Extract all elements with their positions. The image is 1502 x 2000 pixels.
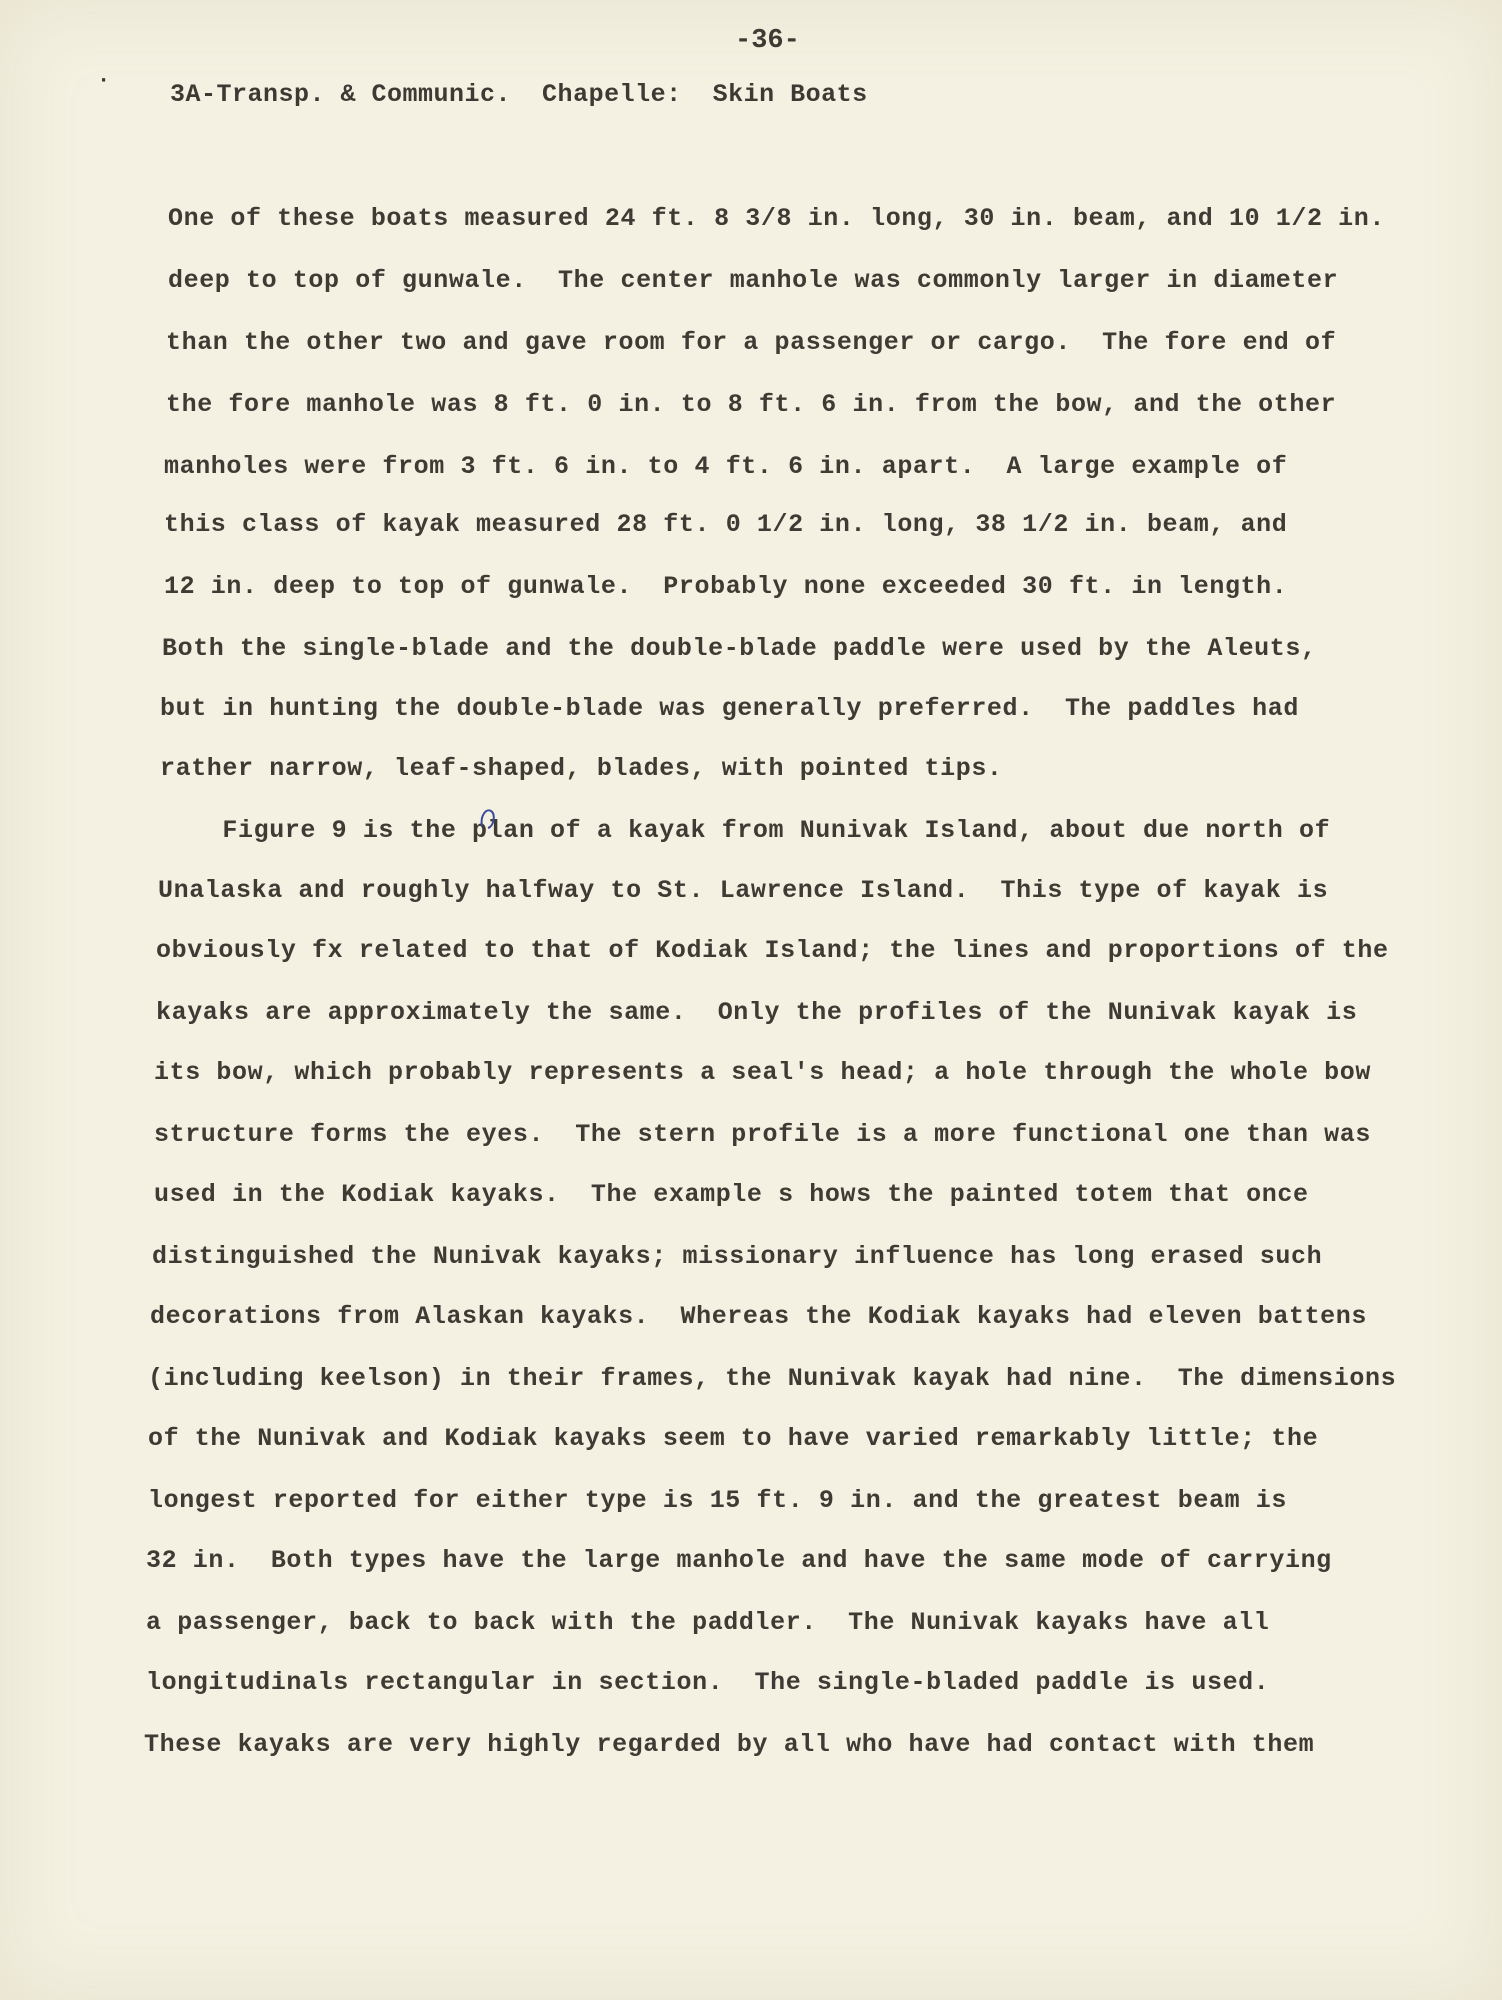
text-line: One of these boats measured 24 ft. 8 3/8 in. long, 30 in. beam, and 10 1/2 in. <box>168 204 1385 233</box>
text-line: longitudinals rectangular in section. The single-bladed paddle is used. <box>146 1668 1270 1697</box>
text-line: this class of kayak measured 28 ft. 0 1/2 in. long, 38 1/2 in. beam, and <box>164 510 1288 539</box>
margin-dot: · <box>97 68 111 93</box>
text-line: kayaks are approximately the same. Only the profiles of the Nunivak kayak is <box>156 998 1358 1027</box>
text-line: of the Nunivak and Kodiak kayaks seem to have varied remarkably little; the <box>148 1424 1319 1453</box>
text-line: Unalaska and roughly halfway to St. Lawrence Island. This type of kayak is <box>158 876 1329 905</box>
text-line: distinguished the Nunivak kayaks; missionary influence has long erased such <box>152 1242 1323 1271</box>
text-line: longest reported for either type is 15 ft. 9 in. and the greatest beam is <box>148 1486 1287 1515</box>
text-line: 32 in. Both types have the large manhole and have the same mode of carrying <box>146 1546 1332 1575</box>
text-line: Figure 9 is the plan of a kayak from Nunivak Island, about due north of <box>160 816 1331 845</box>
text-line: (including keelson) in their frames, the Nunivak kayak had nine. The dimensions <box>148 1364 1397 1393</box>
text-line: its bow, which probably represents a seal's head; a hole through the whole bow <box>154 1058 1371 1087</box>
text-line: manholes were from 3 ft. 6 in. to 4 ft. 6 in. apart. A large example of <box>164 452 1288 481</box>
text-line: but in hunting the double-blade was generally preferred. The paddles had <box>160 694 1299 723</box>
text-line: Both the single-blade and the double-blade paddle were used by the Aleuts, <box>162 634 1317 663</box>
text-line: rather narrow, leaf-shaped, blades, with pointed tips. <box>160 754 1003 783</box>
text-line: used in the Kodiak kayaks. The example s hows the painted totem that once <box>154 1180 1309 1209</box>
text-line: the fore manhole was 8 ft. 0 in. to 8 ft. 6 in. from the bow, and the other <box>166 390 1337 419</box>
text-line: 12 in. deep to top of gunwale. Probably none exceeded 30 ft. in length. <box>164 572 1288 601</box>
text-line: These kayaks are very highly regarded by all who have had contact with them <box>144 1730 1315 1759</box>
handwritten-correction-mark <box>478 806 500 834</box>
text-line: deep to top of gunwale. The center manhole was commonly larger in diameter <box>168 266 1339 295</box>
text-line: decorations from Alaskan kayaks. Whereas the Kodiak kayaks had eleven battens <box>150 1302 1367 1331</box>
page-number: -36- <box>735 26 800 56</box>
running-header: 3A-Transp. & Communic. Chapelle: Skin Boats <box>170 80 868 109</box>
text-line: than the other two and gave room for a passenger or cargo. The fore end of <box>166 328 1337 357</box>
text-line: a passenger, back to back with the paddler. The Nunivak kayaks have all <box>146 1608 1270 1637</box>
text-line: structure forms the eyes. The stern profile is a more functional one than was <box>154 1120 1371 1149</box>
text-line: obviously fx related to that of Kodiak Island; the lines and proportions of the <box>156 936 1389 965</box>
